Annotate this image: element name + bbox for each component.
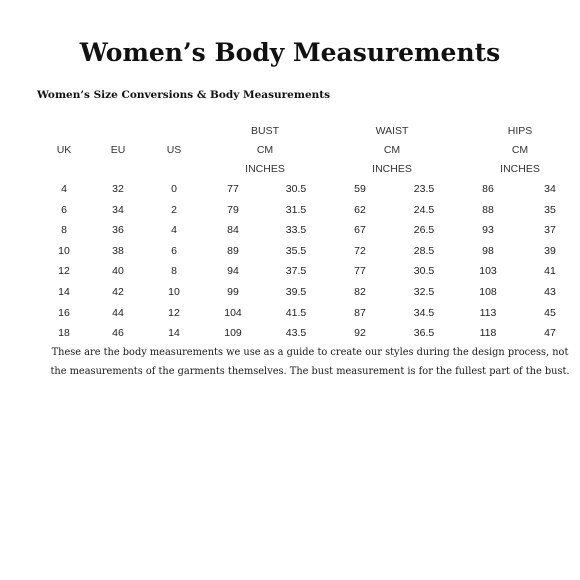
waist-inches-header: INCHES bbox=[372, 163, 412, 175]
table-subtitle: Women’s Size Conversions & Body Measurements bbox=[37, 89, 331, 101]
table-cell: 0 bbox=[171, 183, 177, 195]
table-cell: 88 bbox=[482, 203, 494, 216]
uk-header: UK bbox=[56, 144, 72, 156]
table-cell: 12 bbox=[168, 306, 180, 319]
table-cell: 89 bbox=[227, 244, 239, 257]
table-cell: 94 bbox=[227, 265, 239, 278]
table-cell: 12 bbox=[58, 265, 70, 278]
table-cell: 6 bbox=[171, 244, 177, 257]
table-cell: 99 bbox=[227, 286, 239, 298]
table-cell: 108 bbox=[479, 286, 497, 298]
table-cell: 59 bbox=[354, 183, 366, 195]
bust-inches-header: INCHES bbox=[245, 163, 285, 175]
table-cell: 4 bbox=[61, 183, 67, 195]
table-cell: 40 bbox=[112, 265, 124, 278]
table-cell: 87 bbox=[354, 306, 366, 319]
table-cell: 36.5 bbox=[413, 327, 435, 340]
table-cell: 41.5 bbox=[285, 306, 307, 319]
bust-cm-header: CM bbox=[256, 144, 274, 156]
table-cell: 72 bbox=[354, 244, 366, 257]
table-cell: 62 bbox=[354, 203, 366, 216]
table-cell: 77 bbox=[227, 183, 239, 195]
table-cell: 43 bbox=[544, 286, 556, 298]
hips-cm-header: CM bbox=[511, 144, 529, 156]
table-cell: 24.5 bbox=[413, 203, 435, 216]
table-cell: 41 bbox=[544, 265, 556, 278]
table-cell: 84 bbox=[227, 224, 239, 237]
table-cell: 35 bbox=[544, 203, 556, 216]
measurement-note: These are the body measurements we use as a guide to create our styles during the design process, not the measurements of the garments themselves. The bust measurement is for the fullest part of the bust. bbox=[50, 347, 570, 377]
table-cell: 34.5 bbox=[413, 306, 435, 319]
table-cell: 92 bbox=[354, 327, 366, 340]
table-cell: 43.5 bbox=[285, 327, 307, 340]
table-cell: 118 bbox=[479, 327, 497, 340]
table-cell: 46 bbox=[112, 327, 124, 340]
table-cell: 32 bbox=[112, 183, 124, 195]
table-cell: 14 bbox=[58, 286, 70, 298]
table-cell: 30.5 bbox=[285, 183, 307, 195]
table-cell: 113 bbox=[479, 306, 497, 319]
table-cell: 39 bbox=[544, 244, 556, 257]
table-cell: 82 bbox=[354, 286, 366, 298]
table-cell: 39.5 bbox=[285, 286, 307, 298]
table-cell: 32.5 bbox=[413, 286, 435, 298]
table-cell: 42 bbox=[112, 286, 124, 298]
eu-header: EU bbox=[110, 144, 126, 156]
table-cell: 104 bbox=[224, 306, 242, 319]
table-cell: 2 bbox=[171, 203, 177, 216]
hips-header: HIPS bbox=[507, 125, 533, 137]
table-cell: 47 bbox=[544, 327, 556, 340]
table-cell: 8 bbox=[61, 224, 67, 237]
table-cell: 16 bbox=[58, 306, 70, 319]
table-cell: 37 bbox=[544, 224, 556, 237]
page-title: Women’s Body Measurements bbox=[79, 38, 501, 67]
table-cell: 38 bbox=[112, 244, 124, 257]
table-cell: 31.5 bbox=[285, 203, 307, 216]
waist-cm-header: CM bbox=[383, 144, 401, 156]
hips-inches-header: INCHES bbox=[500, 163, 540, 175]
table-cell: 93 bbox=[482, 224, 494, 237]
table-cell: 10 bbox=[168, 286, 180, 298]
table-cell: 33.5 bbox=[285, 224, 307, 237]
table-cell: 67 bbox=[354, 224, 366, 237]
table-cell: 18 bbox=[58, 327, 70, 340]
table-cell: 45 bbox=[544, 306, 556, 319]
table-cell: 86 bbox=[482, 183, 494, 195]
table-cell: 34 bbox=[112, 203, 124, 216]
table-cell: 34 bbox=[544, 183, 556, 195]
table-cell: 14 bbox=[168, 327, 180, 340]
table-cell: 23.5 bbox=[413, 183, 435, 195]
table-cell: 77 bbox=[354, 265, 366, 278]
waist-header: WAIST bbox=[375, 125, 409, 137]
table-cell: 98 bbox=[482, 244, 494, 257]
table-cell: 35.5 bbox=[285, 244, 307, 257]
table-cell: 37.5 bbox=[285, 265, 307, 278]
table-cell: 8 bbox=[171, 265, 177, 278]
table-cell: 103 bbox=[479, 265, 497, 278]
bust-header: BUST bbox=[250, 125, 280, 137]
table-cell: 44 bbox=[112, 306, 124, 319]
table-cell: 30.5 bbox=[413, 265, 435, 278]
table-cell: 26.5 bbox=[413, 224, 435, 237]
table-cell: 109 bbox=[224, 327, 242, 340]
table-cell: 4 bbox=[171, 224, 177, 237]
table-cell: 28.5 bbox=[413, 244, 435, 257]
us-header: US bbox=[166, 144, 182, 156]
table-cell: 79 bbox=[227, 203, 239, 216]
table-cell: 10 bbox=[58, 244, 70, 257]
table-cell: 36 bbox=[112, 224, 124, 237]
table-cell: 6 bbox=[61, 203, 67, 216]
